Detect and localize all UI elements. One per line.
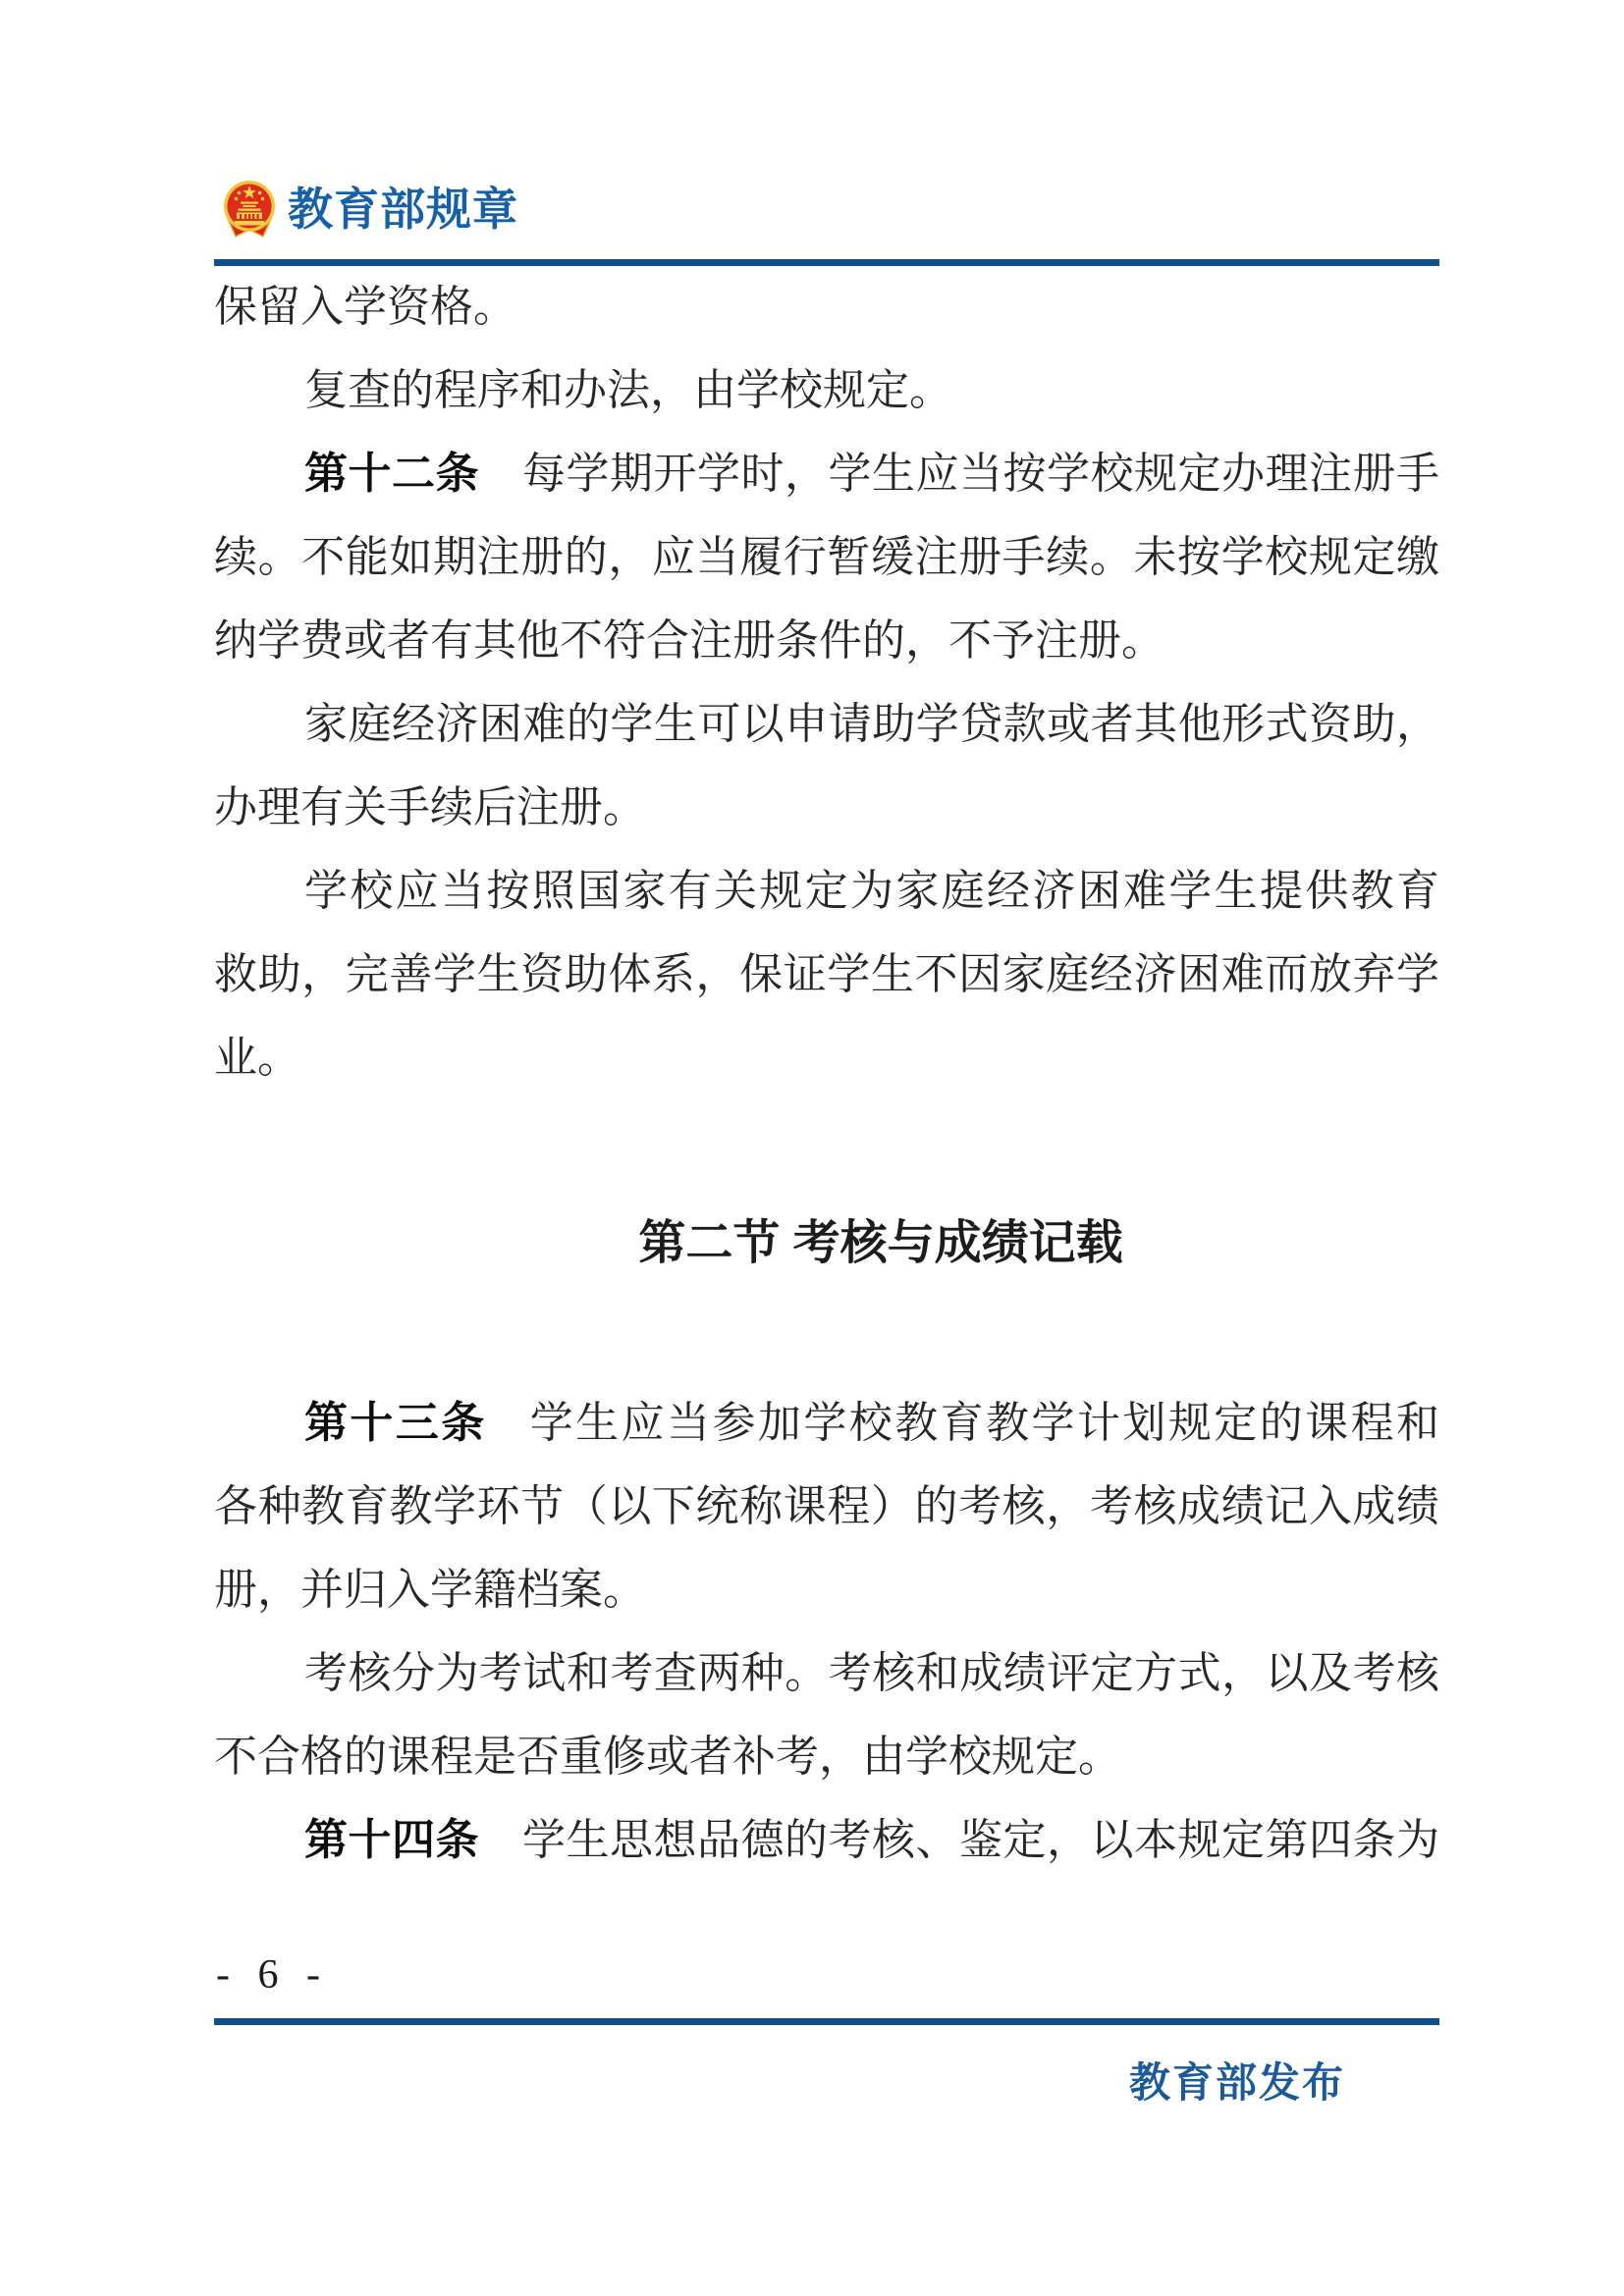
body-line: 考核分为考试和考查两种。考核和成绩评定方式，以及考核 <box>304 1649 1439 1697</box>
body-line-text: 每学期开学时，学生应当按学校规定办理注册手 <box>522 450 1439 498</box>
footer-divider <box>214 2018 1439 2025</box>
body-line: 办理有关手续后注册。 <box>214 783 646 831</box>
body-line: 保留入学资格。 <box>214 283 516 331</box>
body-line: 复查的程序和办法，由学校规定。 <box>304 366 952 414</box>
publisher: 教育部发布 <box>1129 2061 1346 2107</box>
body-line-text: 学生应当参加学校教育教学计划规定的课程和 <box>529 1399 1439 1447</box>
body-line-text: 学生思想品德的考核、鉴定，以本规定第四条为 <box>522 1816 1439 1864</box>
body-line: 业。 <box>214 1034 300 1082</box>
article-number: 第十三条 <box>304 1399 487 1447</box>
body-line: 纳学费或者有其他不符合注册条件的，不予注册。 <box>214 616 1164 665</box>
body-line: 续。不能如期注册的，应当履行暂缓注册手续。未按学校规定缴 <box>214 533 1439 581</box>
body-line: 不合格的课程是否重修或者补考，由学校规定。 <box>214 1733 1121 1781</box>
body-line <box>214 1798 1439 1882</box>
body-line: 册，并归入学籍档案。 <box>214 1566 646 1614</box>
document-body-top <box>214 265 1439 1099</box>
section-heading: 第二节 考核与成绩记载 <box>638 1217 1123 1269</box>
china-national-emblem-icon <box>223 180 276 239</box>
page-header <box>223 179 518 240</box>
header-title: 教育部规章 <box>288 184 518 235</box>
article-number: 第十二条 <box>304 450 479 498</box>
page-number: - 6 - <box>216 1952 329 1998</box>
document-body-bottom <box>214 1381 1439 1882</box>
body-line: 家庭经济困难的学生可以申请助学贷款或者其他形式资助， <box>304 700 1439 748</box>
body-line <box>214 1381 1439 1465</box>
body-line <box>214 432 1439 515</box>
body-line: 学校应当按照国家有关规定为家庭经济困难学生提供教育 <box>304 867 1439 915</box>
body-line: 救助，完善学生资助体系，保证学生不因家庭经济困难而放弃学 <box>214 950 1439 998</box>
article-number: 第十四条 <box>304 1816 479 1864</box>
body-line: 各种教育教学环节（以下统称课程）的考核，考核成绩记入成绩 <box>214 1482 1439 1530</box>
